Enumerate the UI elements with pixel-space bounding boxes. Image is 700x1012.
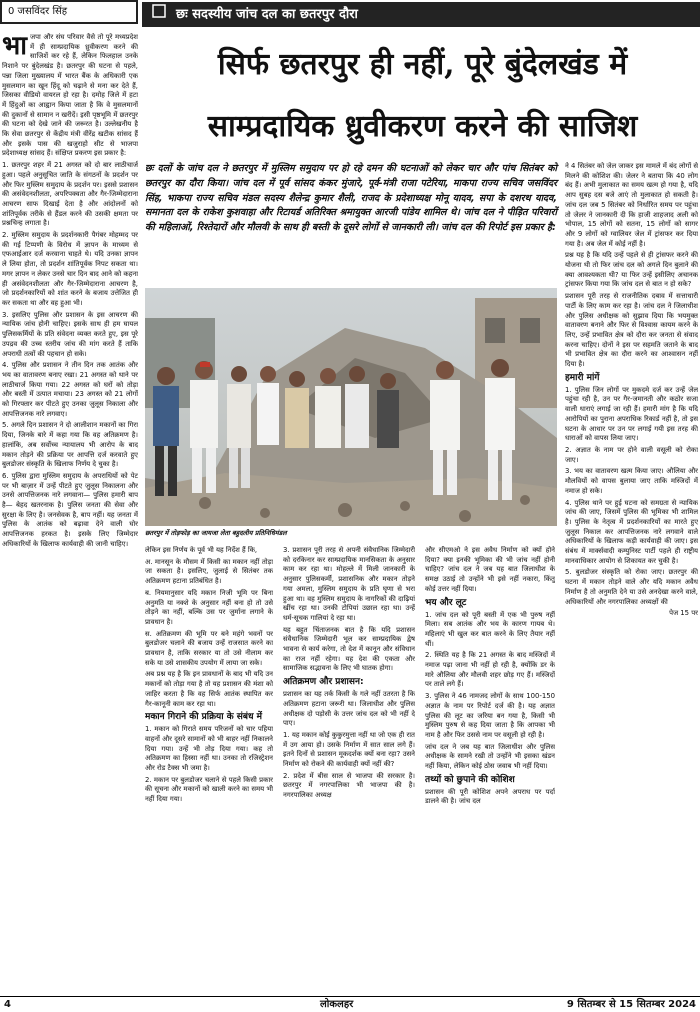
- paragraph: 4. पुलिस और प्रशासन ने तीन दिन तक आतंक और भय का वातावरण बनाए रखा। 21 अगस्त को थाने पर लाठीचार्ज किया गया। 22 अगस्त को घरों को तोड़ा और बस्ती में उत्पात मचाया। 23 अगस्त को 21 लोगों को गिरफ्तार कर पीटते हुए उनका जुलूस निकाला और आपत्तिजनक नारे लगवाए।: [2, 361, 138, 418]
- headline-line-1: सिर्फ छतरपुर ही नहीं, पूरे बुंदेलखंड में: [217, 47, 628, 82]
- paragraph: प्रशासन का यह तर्क किसी के गले नहीं उतरता है कि अतिक्रमण हटाना जरूरी था। जिलाधीश और पुलिस अधीक्षक दो पड़ोसी के उत्तर जांच दल को भी नहीं दे पाए।: [283, 690, 415, 728]
- paragraph: और सीएमओ ने इस अवैध निर्माण को क्यों होने दिया? क्या इनकी भूमिका की भी जांच नहीं होनी चाहिए? जांच दल ने जब यह बात जिलाधीश के समक्ष उठाई तो उन्होंने भी इसे नहीं नकारा, किंतु कोई उत्तर नहीं दिया।: [425, 546, 555, 593]
- paragraph: अब प्रश्न यह है कि इन प्रावधानों के बाद भी यदि उन मकानों को तोड़ा गया है तो यह प्रशासन की मंशा को जाहिर करता है कि वह सिर्फ आतंक स्थापित कर गैर-कानूनी काम कर रहा था।: [145, 670, 273, 708]
- paragraph: 1. यह मकान कोई कुकुरमुत्ता नहीं था जो एक ही रात में उग आया हो। उसके निर्माण में सात साल लगे हैं। इतने दिनों से प्रशासन मूकदर्शक क्यों बना रहा? उसने निर्माण को रोकने की कार्यवाही क्यों नहीं की?: [283, 730, 415, 769]
- paragraph: प्रशासन की पूरी कोशिश अपने अपराध पर पर्दा डालने की है। जांच दल: [425, 787, 555, 806]
- kicker-icon: [152, 2, 166, 27]
- paragraph: 3. प्रशासन पूरी तरह से अपनी संवैधानिक जिम्मेदारी को दरकिनार कर साम्प्रदायिक मानसिकता के अनुसार काम कर रहा था। मोहल्ले में मिली जानकारी के अनुसार पुलिसकर्मी, प्रशासनिक और मकान तोड़ने गया अमला, मुस्लिम समुदाय के प्रति घृणा से भरा हुआ था। वह मुस्लिम समुदाय के नागरिकों की दाढ़ियां खींच रहा था। उनकी टोपियां उछाल रहा था। उन्हें धर्म-सूचक गालियां दे रहा था।: [283, 546, 415, 622]
- paragraph: 2. मुस्लिम समुदाय के प्रदर्शनकारी पैगंबर मोहम्मद पर की गई टिप्पणी के विरोध में ज्ञापन के माध्यम से एफआईआर दर्ज करवाना चाहते थे। यदि उनका ज्ञापन ले लिया होता, तो प्रदर्शन शांतिपूर्वक निपट सकता था। मगर ज्ञापन न लेकर उनसे चार दिन बाद आने को कहना ही असंवेदनशीलता और गैर-जिम्मेदाराना आचरण है, जो प्रदर्शनकारियों को शांत करने के बजाय उत्तेजित ही कर सकता था और वह हुआ भी।: [2, 231, 138, 307]
- paragraph: 5. बुलडोजर संस्कृति को रोका जाए। छतरपुर की घटना में मकान तोड़ने वाले और यदि मकान अवैध निर्माण है तो अनुमति देने या उसे अनदेखा करने वाले, अधिकारियों और नगरपालिका अध्यक्षों की: [565, 568, 698, 606]
- paragraph: 4. पुलिस थाने पर हुई घटना को समग्रता से न्यायिक जांच की जाए, जिसमें पुलिस की भूमिका भी शामिल है। पुलिस के नेतृत्व में प्रदर्शनकारियों का मारते हुए जुलूस निकाल कर आपत्तिजनक नारे लगवाने वाले अधिकारियों के खिलाफ कड़ी कार्यवाही की जाए। इस संबंध में मार्क्सवादी कम्युनिस्ट पार्टी पहले ही राष्ट्रीय मानवाधिकार आयोग से शिकायत कर चुकी है।: [565, 498, 698, 565]
- kicker-banner: [142, 2, 700, 27]
- page-footer: [0, 996, 700, 1012]
- article-column-2: [145, 546, 273, 994]
- paragraph: 2. अज्ञात के नाम पर होने वाली वसूली को रोका जाए।: [565, 445, 698, 464]
- headline-line-2: साम्प्रदायिक ध्रुवीकरण करने की साजिश: [207, 109, 638, 144]
- kicker-text: छः सदस्यीय जांच दल का छतरपुर दौरा: [176, 7, 358, 22]
- paragraph: 3. भय का वातावरण खत्म किया जाए। औलिया और मौलवियों को वापस बुलाया जाए ताकि मस्जिदों में नमाज हो सके।: [565, 467, 698, 495]
- paragraph: ब. नियमानुसार यदि मकान निजी भूमि पर बिना अनुमति या नक्शे के अनुसार नहीं बना हो तो उसे तोड़ने का नहीं, बल्कि उस पर जुर्माना लगाने के प्रावधान है।: [145, 588, 273, 626]
- paragraph: 2. प्रदेश में बीस साल से भाजपा की सरकार है। छतरपुर में नगरपालिका भी भाजपा की है। नगरपालिका अध्यक्ष: [283, 771, 415, 800]
- article-column-1: [2, 33, 138, 993]
- intro-paragraph: छः दलों के जांच दल ने छतरपुर में मुस्लिम समुदाय पर हो रहे दमन की घटनाओं को लेकर चार और पांच सितंबर को छतरपुर का दौरा किया। जांच दल में पूर्व सांसद कंकर मुंजारे, पूर्व-मंत्री राजा पटेरिया, माकपा राज्य सचिव जसविंदर सिंह, भाकपा राज्य सचिव मंडल सदस्य शैलेन्द्र कुमार शैली, राजद के प्रदेशाध्यक्ष मोनू यादव, सपा के दशरथ यादव, समानता दल के राकेश कुशवाहा और रिटायर्ड अतिरिक्त श्रमायुक्त आरजी पांडेय शामिल थे। जांच दल ने पीड़ित परिवारों की महिलाओं, रिश्तेदारों और मौलवी के साथ ही बस्ती के दूसरे लोगों से जानकारी ली। जांच दल की रिपोर्ट इस प्रकार है:: [145, 163, 557, 234]
- dropcap: भा: [2, 33, 28, 61]
- newspaper-name: लोकलहर: [320, 999, 354, 1010]
- paragraph: 1. जांच दल को पूरी बस्ती में एक भी पुरुष नहीं मिला। सब आतंक और भय के कारण गायब थे। महिलाएं भी खुल कर बात करने के लिए तैयार नहीं थीं।: [425, 610, 555, 648]
- article-column-4: [425, 546, 555, 994]
- paragraph: 3. इसलिए पुलिस और प्रशासन के इस आचरण की न्यायिक जांच होनी चाहिए। इसके साथ ही हम घायल पुलिसकर्मियों के प्रति संवेदना व्यक्त करते हुए, इस पूरे उपद्रव की उच्च स्तरीय जांच की मांग करते हैं ताकि अपराधी तत्वों की पहचान हो सके।: [2, 310, 138, 358]
- headline: [145, 34, 700, 158]
- section-heading: भय और लूट: [425, 597, 467, 608]
- section-heading: अतिक्रमण और प्रशासन:: [283, 677, 364, 688]
- page-number: 4: [4, 999, 11, 1010]
- paragraph: 1. पुलिस जिन लोगों पर मुकदमे दर्ज कर उन्हें जेल पहुंचा रही है, उन पर गैर-जमानती और कठोर सजा वाली धाराएं लगाई जा रही हैं। हमारी मांग है कि यदि आरोपियों का पुराना अपराधिक रिकार्ड नहीं है, तो इस घटना के आधार पर उन पर लगाई गयी इस तरह की धाराओं को वापस लिया जाए।: [565, 385, 698, 443]
- article-column-3: [283, 546, 415, 994]
- paragraph: 2. स्थिति यह है कि 21 अगस्त के बाद मस्जिदों में नमाज पढ़ा जाना भी नहीं हो रही है, क्योंकि डर के मारे औलिया और मौलवी शहर छोड़ गए हैं। मस्जिदों पर ताले लगे हैं।: [425, 651, 555, 689]
- section-heading: हमारी मांगें: [565, 372, 600, 383]
- paragraph: यह बहुत चिंताजनक बात है कि यदि प्रशासन संवैधानिक जिम्मेदारी भूल कर साम्प्रदायिक द्वेष भावना से कार्य करेगा, तो देश में कानून और संविधान का राज नहीं रहेगा। यह देश की एकता और सामाजिक सद्भावना के लिए भी घातक होगा।: [283, 625, 415, 673]
- paragraph: जांच दल ने जब यह बात जिलाधीश और पुलिस अधीक्षक के सामने रखी तो उन्होंने भी इसका खंडन नहीं किया, लेकिन कोई ठोस जवाब भी नहीं दिया।: [425, 742, 555, 771]
- paragraph: लेकिन इस निर्णय के पूर्व भी यह निर्देश हैं कि,: [145, 546, 258, 554]
- paragraph: 3. पुलिस ने 46 नामजद लोगों के साथ 100-150 अज्ञात के नाम पर रिपोर्ट दर्ज की है। यह अज्ञात पुलिस की लूट का जरिया बन गया है, किसी भी मुस्लिम पुरुष से कह दिया जाता है कि आपका भी नाम है और फिर उससे नाम पर वसूली हो रही है।: [425, 692, 555, 739]
- issue-date: 9 सितम्बर से 15 सितम्बर 2024: [566, 999, 696, 1010]
- photo-caption: छतरपुर में तोड़फोड़ का जायजा लेता बहुदलीय प्रतिनिधिमंडल: [145, 529, 287, 537]
- section-heading: तथ्यों को छुपाने की कोशिश: [425, 774, 515, 785]
- section-heading: मकान गिराने की प्रक्रिया के संबंध में: [145, 712, 263, 723]
- paragraph: प्रशासन पूरी तरह से राजनीतिक दबाव में सत्ताधारी पार्टी के लिए काम कर रहा है। जांच दल ने जिलाधीश और पुलिस अधीक्षक को सुझाव दिया कि भयमुक्त वातावरण बनाने और फिर से विश्वास कायम करने के लिए, उन्हें प्रभावित क्षेत्र को दौरा कर जनता से संवाद करना चाहिए। दोनों ने इस पर सहमति जताने के बाद भी प्रभावित क्षेत्र का दौरा करने का आश्वासन नहीं दिया है।: [565, 292, 698, 369]
- paragraph: स. अतिक्रमण की भूमि पर बने महंगे भवनों पर बुलडोजर चलाने की बजाय उन्हें राजसात करने का प्रावधान है, ताकि सरकार या तो उसे नीलाम कर सके या उसे शासकीय उपयोग में लाया जा सके।: [145, 629, 273, 667]
- article-column-5: [565, 162, 698, 994]
- paragraph: जपा और संघ परिवार वैसे तो पूरे मध्यप्रदेश में ही साम्प्रदायिक ध्रुवीकरण करने की साजिशें कर रहे हैं, लेकिन फिलहाल उनके निशाने पर बुंदेलखंड है। छतरपुर की घटना से पहले, पन्ना जिला मुख्यालय में भारत बैंक के अधिकारी एक मुसलमान का खून हिंदू को चढ़ाने से मना कर देते हैं, जिसका वीडियो वायरल हो रहा है। दमोह जिले में हटा में हिंदुओं का आह्वान किया जाता है कि वे मुसलमानों की दुकानों से सामान न खरीदें। इसी पृष्ठभूमि में छतरपुर की घटना को देखे जाने की जरूरत है। उल्लेखनीय है कि सेवा छतरपुर से केंद्रीय मंत्री वीरेंद्र खटीक सांसद हैं और इसके पास की खजुराहो सीट से भाजपा प्रदेशाध्यक्ष सांसद हैं। संक्षिप्त प्रकरण इस प्रकार है:: [2, 33, 138, 158]
- paragraph: अ. मानसून के मौसम में किसी का मकान नहीं तोड़ा जा सकता है। इसलिए, जुलाई से सितंबर तक अतिक्रमण हटाना प्रतिबंधित है।: [145, 557, 273, 586]
- news-photo: [145, 288, 557, 526]
- paragraph: प्रश्न यह है कि यदि उन्हें पहले से ही ट्रांसफर करने की योजना थी तो फिर जांच दल को अगले दिन बुलाने की क्या आवश्यकता थी? या फिर उन्हें इसीलिए अचानक ट्रांसफर किया गया कि जांच दल से बात न हो सके?: [565, 251, 698, 289]
- continued-note: पेज 15 पर: [669, 609, 698, 618]
- byline: 0 जसविंदर सिंह: [0, 0, 138, 24]
- paragraph: 5. अगले दिन प्रशासन ने दो आलीशान मकानों का गिरा दिया, जिनके बारे में कहा गया कि वह अतिक्रमण है। हालांकि, अब सर्वोच्च न्यायालय भी आरोप के बाद मकान तोड़ने की प्रक्रिया पर आपत्ति दर्ज करवाते हुए बुलडोजर संस्कृति के खिलाफ निर्णय दे चुका है।: [2, 421, 138, 469]
- paragraph: 2. मकान पर बुलडोजर चलाने से पहले किसी प्रकार की सूचना और मकानों को खाली करने का समय भी नहीं दिया गया।: [145, 775, 273, 804]
- paragraph: 1. मकान को गिराते समय परिजनों को चार पहिया वाहनों और दूसरे सामानों को भी बाहर नहीं निकालने दिया गया। उन्हें भी तोड़ दिया गया। कह तो अतिक्रमण का हिस्सा नहीं था। उनका तो रजिस्ट्रेशन और रोड टैक्स भी जमा है।: [145, 725, 273, 773]
- paragraph: 1. छतरपुर शहर में 21 अगस्त को दो बार लाठीचार्ज हुआ। पहले अनुसूचित जाति के संगठनों के प्रदर्शन पर और फिर मुस्लिम समुदाय के प्रदर्शन पर। इससे प्रशासन की असंवेदनशीलता, अपरिपक्वता और गैर-जिम्मेदाराना आचरण साफ दिखाई देता है और आंदोलनों को शांतिपूर्वक तरीके से हैंडल करने की उसकी क्षमता पर प्रश्नचिन्ह लगाता है।: [2, 161, 138, 228]
- paragraph: ने 4 सितंबर को जेल जाकर इस मामले में बंद लोगों से मिलने की कोशिश की। जेलर ने बताया कि 40 लोग बंद हैं। अभी मुलाकात का समय खत्म हो गया है, यदि आप सुबह दस बजे आएं तो मुलाकात हो सकती है। जांच दल जब 5 सितंबर को निर्धारित समय पर पहुंचा तो जेलर ने जानकारी दी कि हाजी शाहजाद अली को भोपाल, 15 लोगों को सतना, 15 लोगों को सागर और 9 लोगों को ग्वालियर जेल में ट्रांसफर कर दिया गया है। अब जेल में कोई नहीं है।: [565, 162, 698, 248]
- paragraph: 6. पुलिस द्वारा मुस्लिम समुदाय के अपराधियों को पेट पर भी बाज़ार में उन्हें पीटते हुए जुलूस निकालना और उनसे आपत्तिजनक नारे लगवाना— पुलिस हमारी बाप है— बेहद खतरनाक है। पुलिस जनता की सेवा और सुरक्षा के लिए है। जनसेवक है, बाप नहीं। यह जनता में पुलिस के आतंक को बढ़ावा देने वाली घोर आपत्तिजनक हरकत है। इसके लिए जिम्मेदार अधिकारियों के खिलाफ कार्यवाही की जानी चाहिए।: [2, 471, 138, 548]
